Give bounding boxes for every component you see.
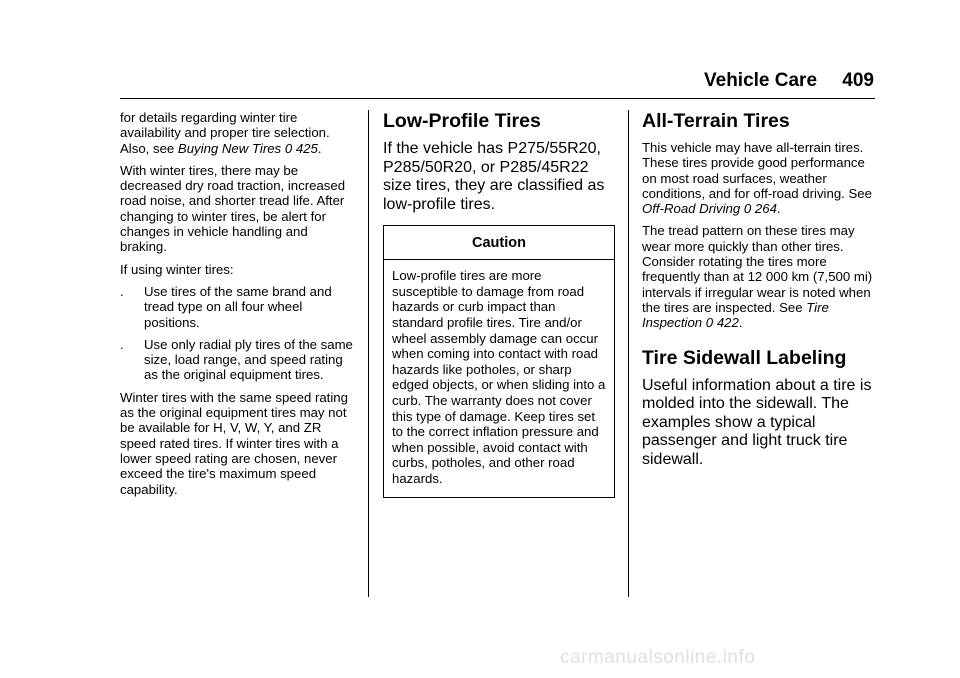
page-ref-arrow-icon: 0 — [284, 140, 293, 156]
buying-new-tires-link[interactable]: Buying New Tires — [177, 140, 282, 156]
column-divider-left — [368, 110, 369, 597]
column-divider-right — [628, 110, 629, 597]
column-3 — [642, 110, 878, 480]
winter-tire-bullet-list — [120, 284, 356, 383]
period: . — [776, 201, 781, 217]
all-terrain-tires-heading: All-Terrain Tires — [642, 110, 790, 132]
page-ref-arrow-icon: 0 — [743, 201, 752, 217]
list-item — [120, 284, 356, 330]
list-item-text: Use tires of the same brand and tread type on all four wheel positions. — [144, 283, 332, 330]
paragraph-text: for details regarding winter tire availability and proper tire selection. Also, see — [120, 110, 330, 156]
list-item-text: Use only radial ply tires of the same size, load range, and speed rating as the original equipment tires. — [144, 336, 353, 383]
winter-tire-details-paragraph — [120, 110, 356, 156]
watermark: carmanualsonline.info — [560, 647, 756, 668]
if-using-winter-tires-paragraph: If using winter tires: — [120, 261, 234, 277]
bullet-marker: . — [120, 283, 124, 299]
column-2 — [383, 110, 615, 498]
page-ref-number: 264 — [754, 201, 777, 217]
caution-box — [383, 225, 615, 498]
page-number: 409 — [842, 70, 874, 91]
column-1 — [120, 110, 356, 504]
caution-title: Caution — [384, 226, 614, 260]
page-header — [704, 70, 874, 92]
header-rule — [120, 98, 875, 99]
section-title: Vehicle Care — [704, 70, 818, 91]
list-item — [120, 337, 356, 383]
off-road-driving-link[interactable]: Off-Road Driving — [642, 201, 741, 217]
all-terrain-paragraph — [642, 140, 878, 216]
page-ref-number: 425 — [295, 140, 318, 156]
low-profile-tires-heading: Low-Profile Tires — [383, 110, 541, 132]
paragraph-text: The tread pattern on these tires may wear more quickly than other tires. Consider rotating the tires more frequently than at 12 000 km (7,500 mi) intervals if irregular wear is noted when the tires are inspected. See — [642, 223, 873, 315]
winter-tires-effects-paragraph: With winter tires, there may be decreased dry road traction, increased road noise, and shorter tread life. After changing to winter tires, be alert for changes in vehicle handling and braking. — [120, 162, 346, 255]
low-profile-lead-paragraph: If the vehicle has P275/55R20, P285/50R20, or P285/45R22 size tires, they are classified as low-profile tires. — [383, 140, 605, 213]
bullet-marker: . — [120, 336, 124, 352]
page-ref-arrow-icon: 0 — [705, 315, 714, 331]
tire-sidewall-labeling-heading: Tire Sidewall Labeling — [642, 346, 847, 369]
period: . — [317, 140, 322, 156]
speed-rating-paragraph: Winter tires with the same speed rating as the original equipment tires may not be available for H, V, W, Y, and ZR speed rated tires. If winter tires with a lower speed rating are chosen, never exceed the tire's maximum speed capability. — [120, 389, 348, 497]
page-ref-number: 422 — [716, 315, 739, 331]
tread-pattern-paragraph — [642, 223, 878, 330]
sidewall-lead-paragraph: Useful information about a tire is molded into the sidewall. The examples show a typical passenger and light truck tire sidewall. — [642, 376, 872, 468]
caution-text: Low-profile tires are more susceptible to damage from road hazards or curb impact than standard profile tires. Tire and/or wheel assembly damage can occur when coming into contact with road hazards like potholes, or sharp edged objects, or when sliding into a curb. The warranty does not cover this type of damage. Keep tires set to the correct inflation pressure and when possible, avoid contact with curbs, potholes, and other road hazards. — [392, 268, 606, 487]
period: . — [738, 315, 743, 331]
paragraph-text: This vehicle may have all-terrain tires. These tires provide good performance on most road surfaces, weather conditions, and for off-road driving. See — [642, 140, 872, 201]
tire-inspection-link[interactable]: Tire Inspection — [642, 299, 829, 331]
